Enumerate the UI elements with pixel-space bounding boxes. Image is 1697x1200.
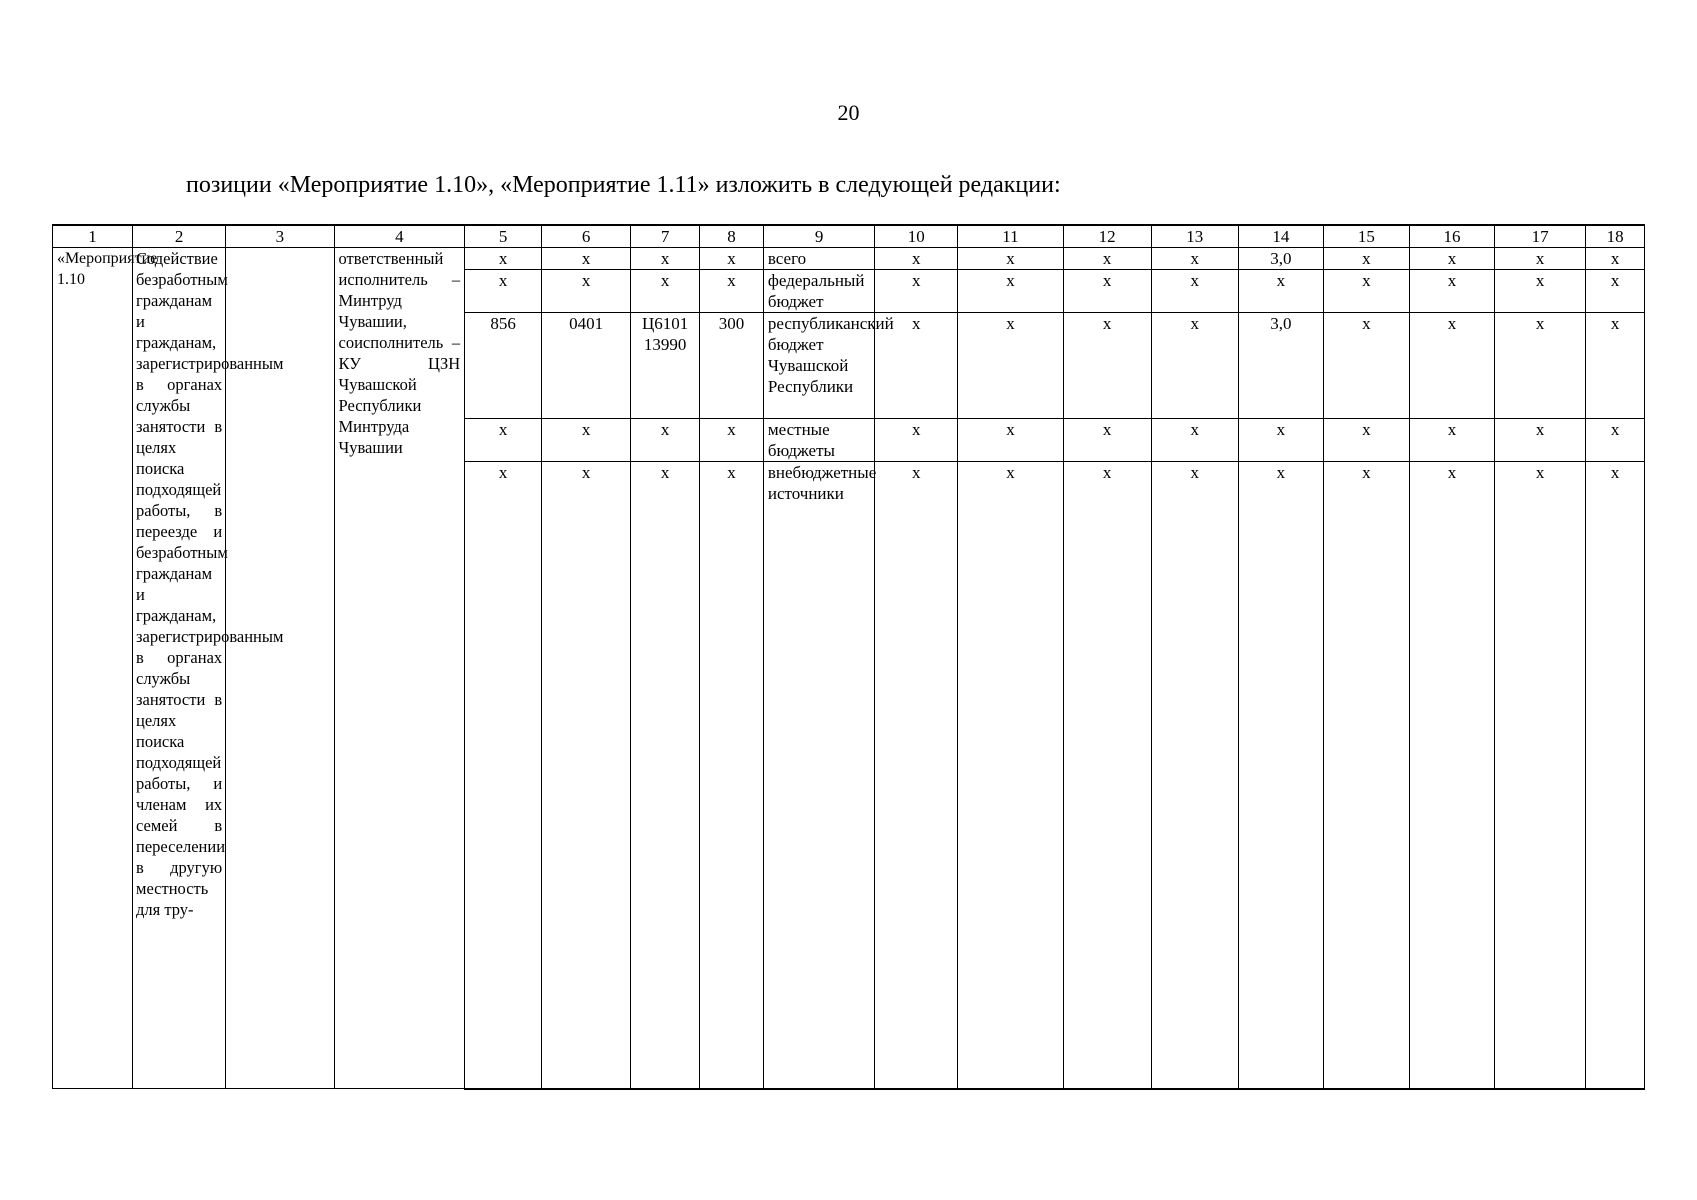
column-number: 17: [1495, 225, 1586, 248]
column-number: 8: [700, 225, 764, 248]
cell-c13: x: [1151, 270, 1238, 313]
cell-c15: x: [1323, 248, 1409, 270]
cell-c15: x: [1323, 462, 1409, 1089]
column-number: 1: [53, 225, 133, 248]
intro-text: позиции «Мероприятие 1.10», «Мероприятие 1.11» изложить в следующей редакции:: [186, 172, 1061, 198]
cell-c17: x: [1495, 270, 1586, 313]
cell-c14: x: [1238, 462, 1323, 1089]
cell-c7: x: [631, 419, 700, 462]
column-number: 7: [631, 225, 700, 248]
cell-c8: 300: [700, 313, 764, 419]
cell-c16: x: [1409, 270, 1494, 313]
cell-c10: x: [875, 313, 958, 419]
cell-c10: x: [875, 419, 958, 462]
column-number: 11: [958, 225, 1063, 248]
cell-c15: x: [1323, 270, 1409, 313]
cell-c16: x: [1409, 419, 1494, 462]
cell-c11: x: [958, 248, 1063, 270]
cell-c17: x: [1495, 419, 1586, 462]
activity-name-cell: «Мероприятие 1.10: [53, 248, 133, 1089]
cell-c11: x: [958, 462, 1063, 1089]
cell-c14: x: [1238, 270, 1323, 313]
cell-c14: 3,0: [1238, 313, 1323, 419]
column-number: 4: [334, 225, 465, 248]
cell-c12: x: [1063, 313, 1151, 419]
cell-c14: 3,0: [1238, 248, 1323, 270]
cell-c12: x: [1063, 248, 1151, 270]
column-number: 14: [1238, 225, 1323, 248]
cell-c18: x: [1586, 248, 1645, 270]
cell-c6: x: [542, 462, 631, 1089]
cell-c13: x: [1151, 248, 1238, 270]
column-number: 3: [226, 225, 334, 248]
column-number: 10: [875, 225, 958, 248]
column-number: 16: [1409, 225, 1494, 248]
cell-c7: Ц6101 13990: [631, 313, 700, 419]
cell-c18: x: [1586, 313, 1645, 419]
column-number: 5: [465, 225, 542, 248]
cell-c16: x: [1409, 248, 1494, 270]
cell-c17: x: [1495, 313, 1586, 419]
cell-c15: x: [1323, 419, 1409, 462]
cell-c6: x: [542, 270, 631, 313]
cell-c17: x: [1495, 462, 1586, 1089]
cell-c6: 0401: [542, 313, 631, 419]
cell-c5: x: [465, 419, 542, 462]
column-number: 15: [1323, 225, 1409, 248]
header-row: [53, 225, 1645, 248]
cell-c15: x: [1323, 313, 1409, 419]
cell-c13: x: [1151, 313, 1238, 419]
cell-c6: x: [542, 248, 631, 270]
cell-c5: x: [465, 462, 542, 1089]
table-row: [53, 248, 1645, 270]
funding-source-cell: республиканский бюджет Чувашской Республики: [763, 313, 874, 419]
activity-description-cell: Содействие безработным гражданам и гражданам, зарегистрированным в органах службы занятости в целях поиска подходящей работы, в переезде и безработным гражданам и гражданам, зарегистрированным в органах службы занятости в целях поиска подходящей работы, и членам их семей в переселении в другую местность для тру-: [133, 248, 226, 1089]
column3-cell: [226, 248, 334, 1089]
funding-source-cell: всего: [763, 248, 874, 270]
page-number: 20: [837, 100, 860, 125]
budget-table: [52, 224, 1645, 1090]
cell-c5: x: [465, 248, 542, 270]
funding-source-cell: местные бюджеты: [763, 419, 874, 462]
cell-c7: x: [631, 270, 700, 313]
cell-c8: x: [700, 419, 764, 462]
cell-c5: 856: [465, 313, 542, 419]
column-number: 13: [1151, 225, 1238, 248]
column-number: 18: [1586, 225, 1645, 248]
cell-c11: x: [958, 313, 1063, 419]
cell-c16: x: [1409, 313, 1494, 419]
column-number: 9: [763, 225, 874, 248]
column-number: 12: [1063, 225, 1151, 248]
cell-c12: x: [1063, 270, 1151, 313]
cell-c13: x: [1151, 462, 1238, 1089]
cell-c7: x: [631, 462, 700, 1089]
cell-c5: x: [465, 270, 542, 313]
cell-c11: x: [958, 270, 1063, 313]
cell-c10: x: [875, 462, 958, 1089]
funding-source-cell: федеральный бюджет: [763, 270, 874, 313]
column-number: 2: [133, 225, 226, 248]
cell-c16: x: [1409, 462, 1494, 1089]
cell-c18: x: [1586, 462, 1645, 1089]
cell-c18: x: [1586, 270, 1645, 313]
column-number: 6: [542, 225, 631, 248]
cell-c12: x: [1063, 462, 1151, 1089]
cell-c10: x: [875, 248, 958, 270]
cell-c10: x: [875, 270, 958, 313]
cell-c14: x: [1238, 419, 1323, 462]
cell-c8: x: [700, 462, 764, 1089]
executor-cell: ответственный исполнитель – Минтруд Чувашии, соисполнитель – КУ ЦЗН Чувашской Республики Минтруда Чувашии: [334, 248, 465, 1089]
funding-source-cell: внебюджетные источники: [763, 462, 874, 1089]
cell-c17: x: [1495, 248, 1586, 270]
cell-c8: x: [700, 270, 764, 313]
cell-c8: x: [700, 248, 764, 270]
cell-c13: x: [1151, 419, 1238, 462]
cell-c18: x: [1586, 419, 1645, 462]
cell-c11: x: [958, 419, 1063, 462]
cell-c12: x: [1063, 419, 1151, 462]
cell-c6: x: [542, 419, 631, 462]
cell-c7: x: [631, 248, 700, 270]
